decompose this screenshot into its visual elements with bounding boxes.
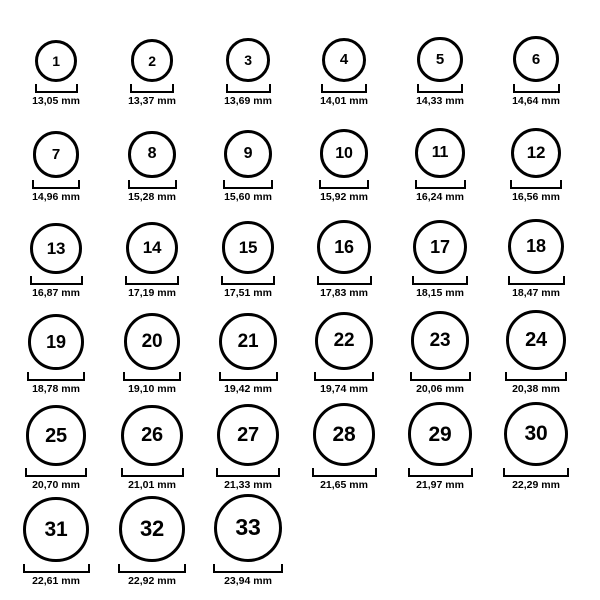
ring-size-number: 14: [142, 238, 162, 258]
ring-size-number: 18: [526, 236, 546, 257]
ring-size-number: 32: [139, 516, 165, 542]
diameter-label: 14,01 mm: [320, 94, 368, 107]
ring-circle: [224, 130, 272, 178]
diameter-label: 17,51 mm: [224, 286, 272, 299]
measure-bar-icon: [415, 182, 466, 189]
measure-bar-icon: [417, 86, 463, 93]
ring-circle: [35, 40, 77, 82]
ring-size-number: 4: [339, 51, 349, 69]
ring-size-number: 19: [46, 332, 66, 353]
ring-size-number: 21: [237, 330, 259, 352]
ring-size-cell[interactable]: [392, 202, 488, 299]
measure-bar-icon: [221, 278, 275, 285]
ring-size-cell[interactable]: [104, 10, 200, 107]
diameter-measure: [505, 374, 567, 395]
diameter-label: 20,70 mm: [32, 478, 80, 491]
ring-size-cell[interactable]: [488, 298, 584, 395]
ring-size-number: 15: [238, 238, 258, 258]
ring-size-cell[interactable]: [8, 202, 104, 299]
diameter-label: 16,24 mm: [416, 190, 464, 203]
ring-circle: [511, 128, 561, 178]
measure-bar-icon: [314, 374, 374, 381]
ring-circle: [315, 312, 373, 370]
measure-bar-icon: [321, 86, 367, 93]
diameter-measure: [408, 470, 473, 491]
diameter-label: 17,83 mm: [320, 286, 368, 299]
ring-size-number: 9: [243, 144, 253, 162]
ring-circle: [33, 131, 80, 178]
measure-bar-icon: [412, 278, 468, 285]
diameter-measure: [128, 86, 176, 107]
ring-circle: [214, 494, 282, 562]
ring-size-number: 20: [141, 331, 163, 353]
ring-circle: [513, 36, 559, 82]
diameter-label: 15,60 mm: [224, 190, 272, 203]
ring-size-number: 27: [237, 423, 259, 446]
diameter-measure: [213, 566, 283, 587]
diameter-measure: [416, 86, 464, 107]
measure-bar-icon: [27, 374, 85, 381]
diameter-measure: [503, 470, 569, 491]
diameter-label: 21,65 mm: [320, 478, 368, 491]
ring-circle: [411, 311, 470, 370]
diameter-measure: [312, 470, 377, 491]
diameter-measure: [319, 182, 369, 203]
measure-bar-icon: [226, 86, 271, 93]
ring-size-cell[interactable]: [200, 490, 296, 587]
ring-circle: [317, 220, 371, 274]
measure-bar-icon: [513, 86, 560, 93]
diameter-measure: [23, 566, 90, 587]
measure-bar-icon: [223, 182, 273, 189]
diameter-label: 14,96 mm: [32, 190, 80, 203]
diameter-label: 14,33 mm: [416, 94, 464, 107]
ring-size-row: [8, 394, 592, 490]
ring-size-cell[interactable]: [392, 10, 488, 107]
diameter-label: 22,92 mm: [128, 574, 176, 587]
ring-size-cell[interactable]: [104, 202, 200, 299]
ring-circle: [219, 313, 276, 370]
ring-circle: [121, 405, 182, 466]
ring-size-cell[interactable]: [296, 106, 392, 203]
ring-circle: [23, 497, 88, 562]
ring-circle: [417, 37, 462, 82]
diameter-label: 18,47 mm: [512, 286, 560, 299]
diameter-label: 20,06 mm: [416, 382, 464, 395]
diameter-label: 19,74 mm: [320, 382, 368, 395]
measure-bar-icon: [508, 278, 565, 285]
ring-circle: [320, 129, 369, 178]
diameter-label: 14,64 mm: [512, 94, 560, 107]
ring-size-number: 12: [526, 143, 546, 163]
diameter-label: 21,33 mm: [224, 478, 272, 491]
measure-bar-icon: [121, 470, 184, 477]
diameter-label: 13,37 mm: [128, 94, 176, 107]
ring-size-number: 28: [332, 423, 356, 447]
measure-bar-icon: [510, 182, 562, 189]
ring-size-row: [8, 490, 592, 586]
diameter-measure: [512, 86, 560, 107]
ring-size-number: 11: [431, 144, 449, 162]
ring-size-number: 23: [429, 330, 451, 351]
diameter-measure: [216, 470, 280, 491]
measure-bar-icon: [128, 182, 177, 189]
measure-bar-icon: [35, 86, 78, 93]
ring-size-cell[interactable]: [8, 10, 104, 107]
diameter-label: 16,87 mm: [32, 286, 80, 299]
diameter-label: 18,78 mm: [32, 382, 80, 395]
ring-size-cell[interactable]: [104, 298, 200, 395]
diameter-label: 15,92 mm: [320, 190, 368, 203]
ring-circle: [217, 404, 279, 466]
ring-size-number: 31: [44, 517, 68, 541]
ring-size-number: 5: [435, 50, 445, 68]
ring-circle: [119, 496, 185, 562]
measure-bar-icon: [410, 374, 471, 381]
ring-size-number: 29: [428, 422, 452, 446]
diameter-label: 19,42 mm: [224, 382, 272, 395]
ring-size-cell[interactable]: [296, 394, 392, 491]
measure-bar-icon: [23, 566, 90, 573]
measure-bar-icon: [123, 374, 181, 381]
diameter-measure: [125, 278, 179, 299]
measure-bar-icon: [118, 566, 186, 573]
diameter-measure: [27, 374, 85, 395]
diameter-measure: [32, 182, 80, 203]
diameter-label: 13,69 mm: [224, 94, 272, 107]
ring-circle: [508, 219, 563, 274]
diameter-label: 21,01 mm: [128, 478, 176, 491]
measure-bar-icon: [317, 278, 372, 285]
ring-size-cell[interactable]: [488, 10, 584, 107]
ring-circle: [222, 221, 275, 274]
ring-circle: [26, 405, 87, 466]
diameter-measure: [508, 278, 565, 299]
ring-circle: [408, 402, 472, 466]
diameter-label: 13,05 mm: [32, 95, 80, 107]
ring-size-cell[interactable]: [392, 106, 488, 203]
ring-size-cell[interactable]: [8, 106, 104, 203]
diameter-measure: [219, 374, 278, 395]
ring-size-number: 8: [147, 145, 157, 163]
diameter-measure: [30, 278, 83, 299]
ring-size-row: [8, 10, 592, 106]
ring-size-number: 1: [52, 53, 60, 69]
diameter-measure: [317, 278, 372, 299]
diameter-label: 18,15 mm: [416, 286, 464, 299]
ring-circle: [124, 313, 181, 370]
diameter-measure: [128, 182, 177, 203]
ring-size-cell[interactable]: [8, 298, 104, 395]
ring-size-number: 24: [525, 329, 547, 352]
measure-bar-icon: [216, 470, 280, 477]
diameter-label: 19,10 mm: [128, 382, 176, 395]
ring-size-cell[interactable]: [296, 298, 392, 395]
ring-circle: [28, 314, 84, 370]
diameter-measure: [221, 278, 275, 299]
ring-size-number: 13: [46, 238, 66, 258]
ring-size-number: 16: [334, 237, 354, 258]
ring-circle: [415, 128, 465, 178]
ring-size-number: 10: [335, 144, 353, 162]
diameter-label: 15,28 mm: [128, 190, 176, 203]
measure-bar-icon: [32, 182, 80, 189]
ring-size-cell[interactable]: [488, 202, 584, 299]
ring-size-number: 22: [333, 330, 355, 352]
diameter-measure: [410, 374, 471, 395]
diameter-label: 17,19 mm: [128, 286, 176, 299]
measure-bar-icon: [213, 566, 283, 573]
diameter-label: 20,38 mm: [512, 382, 560, 395]
diameter-label: 22,61 mm: [32, 574, 80, 587]
ring-size-cell[interactable]: [488, 106, 584, 203]
diameter-measure: [415, 182, 466, 203]
ring-size-number: 3: [244, 52, 252, 69]
measure-bar-icon: [319, 182, 369, 189]
measure-bar-icon: [125, 278, 179, 285]
measure-bar-icon: [408, 470, 473, 477]
ring-circle: [30, 223, 81, 274]
ring-size-number: 26: [141, 424, 163, 447]
diameter-label: 22,29 mm: [512, 478, 560, 491]
ring-size-cell[interactable]: [296, 202, 392, 299]
measure-bar-icon: [130, 86, 174, 93]
diameter-measure: [121, 470, 184, 491]
ring-circle: [413, 220, 467, 274]
ring-size-cell[interactable]: [104, 394, 200, 491]
ring-size-number: 30: [524, 422, 548, 446]
ring-size-cell[interactable]: [488, 394, 584, 491]
measure-bar-icon: [30, 278, 83, 285]
diameter-measure: [25, 470, 87, 491]
ring-circle: [506, 310, 566, 370]
ring-size-cell[interactable]: [392, 394, 488, 491]
ring-circle: [226, 38, 270, 82]
diameter-measure: [223, 182, 273, 203]
measure-bar-icon: [503, 470, 569, 477]
ring-size-cell[interactable]: [392, 298, 488, 395]
ring-size-cell[interactable]: [104, 490, 200, 587]
diameter-label: 16,56 mm: [512, 190, 560, 203]
ring-circle: [322, 38, 366, 82]
diameter-measure: [510, 182, 562, 203]
diameter-measure: [118, 566, 186, 587]
ring-size-number: 2: [148, 52, 156, 69]
ring-size-number: 6: [531, 50, 541, 68]
ring-size-cell[interactable]: [200, 10, 296, 107]
ring-size-number: 7: [51, 146, 61, 164]
ring-size-number: 33: [235, 514, 261, 541]
measure-bar-icon: [219, 374, 278, 381]
ring-size-cell[interactable]: [296, 10, 392, 107]
diameter-label: 23,94 mm: [224, 574, 272, 587]
ring-size-cell[interactable]: [200, 202, 296, 299]
ring-circle: [504, 402, 568, 466]
ring-size-row: [8, 106, 592, 202]
ring-size-number: 17: [430, 236, 450, 257]
ring-size-cell[interactable]: [104, 106, 200, 203]
diameter-measure: [123, 374, 181, 395]
ring-size-cell[interactable]: [200, 394, 296, 491]
diameter-measure: [314, 374, 374, 395]
diameter-measure: [320, 86, 368, 107]
diameter-measure: [412, 278, 468, 299]
ring-size-cell[interactable]: [200, 298, 296, 395]
measure-bar-icon: [505, 374, 567, 381]
ring-size-cell[interactable]: [8, 394, 104, 491]
ring-circle: [131, 39, 174, 82]
ring-circle: [128, 131, 175, 178]
diameter-measure: [224, 86, 272, 107]
diameter-measure: [32, 86, 80, 107]
ring-size-number: 25: [45, 424, 67, 447]
ring-circle: [313, 403, 376, 466]
ring-circle: [126, 222, 178, 274]
ring-size-row: [8, 202, 592, 298]
measure-bar-icon: [312, 470, 377, 477]
ring-size-row: [8, 298, 592, 394]
ring-size-cell[interactable]: [8, 490, 104, 587]
ring-size-cell[interactable]: [200, 106, 296, 203]
diameter-label: 21,97 mm: [416, 478, 464, 491]
measure-bar-icon: [25, 470, 87, 477]
